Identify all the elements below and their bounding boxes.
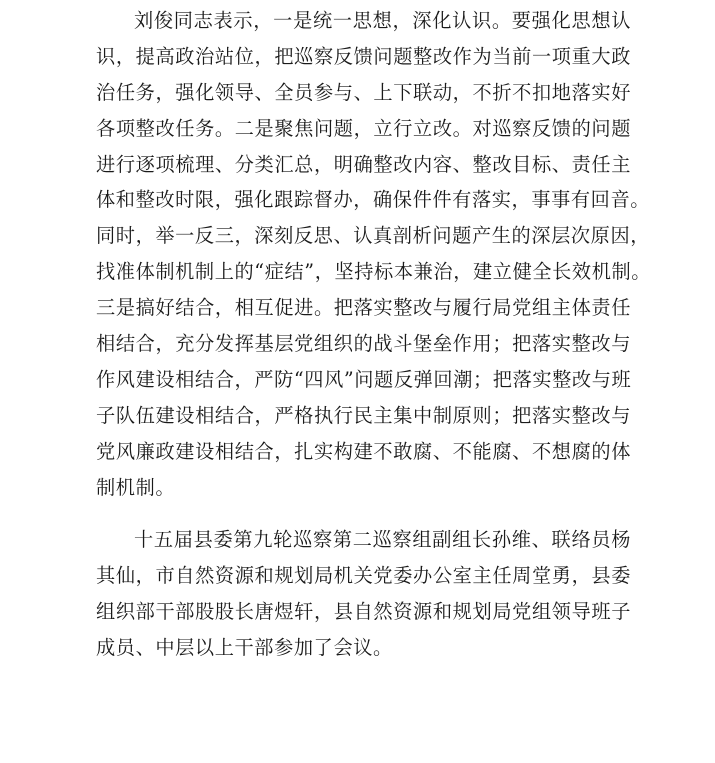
text-line: 制机制。 [96,475,176,499]
text-line: 党风廉政建设相结合，扎实构建不敢腐、不能腐、不想腐的体 [96,439,631,463]
text-line: 相结合，充分发挥基层党组织的战斗堡垒作用；把落实整改与 [96,332,631,356]
text-line: 同时，举一反三，深刻反思、认真剖析问题产生的深层次原因， [96,224,651,248]
text-line: 其仙，市自然资源和规划局机关党委办公室主任周堂勇，县委 [96,563,631,587]
text-line: 成员、中层以上干部参加了会议。 [96,635,393,659]
text-line: 识，提高政治站位，把巡察反馈问题整改作为当前一项重大政 [96,44,631,68]
text-line: 进行逐项梳理、分类汇总，明确整改内容、整改目标、责任主 [96,152,631,176]
text-line: 各项整改任务。二是聚焦问题，立行立改。对巡察反馈的问题 [96,116,631,140]
paragraph-attendees [96,522,631,666]
text-line: 找准体制机制上的“症结”，坚持标本兼治，建立健全长效机制。 [96,260,652,284]
paragraph-meeting-remarks [96,3,652,505]
text-line: 三是搞好结合，相互促进。把落实整改与履行局党组主体责任 [96,296,631,320]
text-line: 刘俊同志表示，一是统一思想，深化认识。要强化思想认 [134,9,631,32]
text-line: 十五届县委第九轮巡察第二巡察组副组长孙维、联络员杨 [134,528,631,551]
text-line: 体和整改时限，强化跟踪督办，确保件件有落实，事事有回音。 [96,188,651,212]
text-line: 组织部干部股股长唐煜轩，县自然资源和规划局党组领导班子 [96,599,631,623]
text-line: 作风建设相结合，严防“四风”问题反弹回潮；把落实整改与班 [96,367,632,391]
text-line: 治任务，强化领导、全员参与、上下联动，不折不扣地落实好 [96,80,631,104]
text-line: 子队伍建设相结合，严格执行民主集中制原则；把落实整改与 [96,403,631,427]
